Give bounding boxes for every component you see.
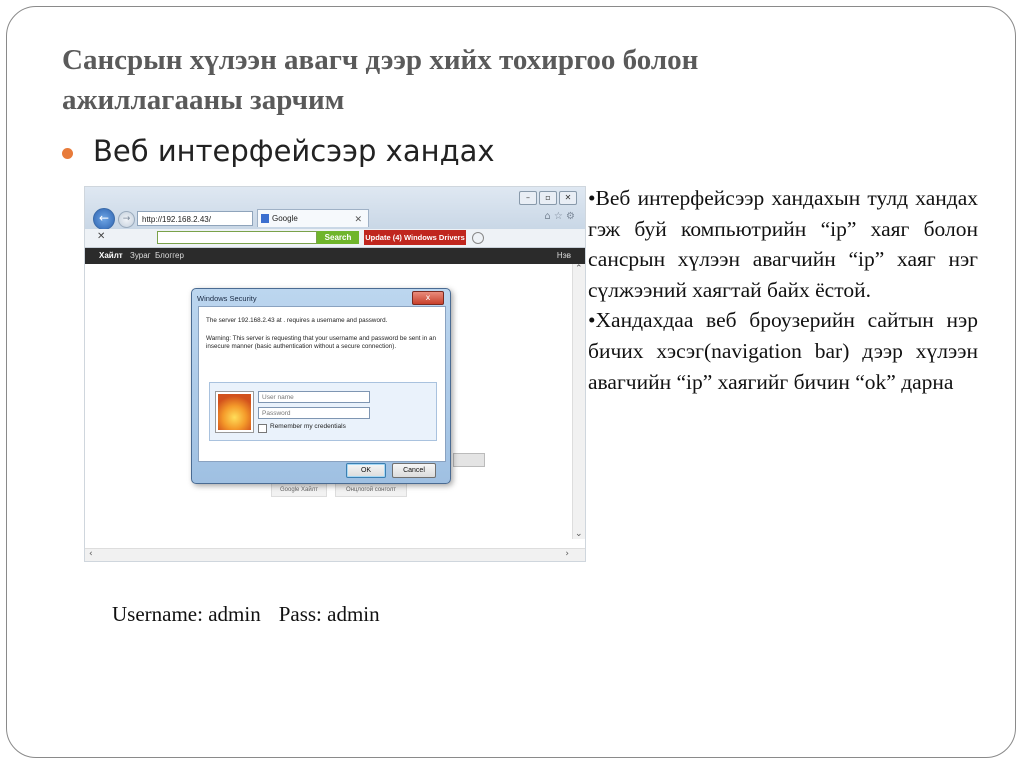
close-icon[interactable]: ✕: [559, 191, 577, 205]
windows-security-dialog: [191, 288, 451, 484]
scroll-left-icon[interactable]: ‹: [89, 549, 93, 559]
dialog-close-icon[interactable]: x: [412, 291, 444, 305]
credentials-box: [209, 382, 437, 441]
tab-close-icon[interactable]: ✕: [354, 214, 362, 224]
credentials-line: [112, 602, 398, 627]
scroll-right-icon[interactable]: ›: [565, 549, 569, 559]
star-icon[interactable]: ☆: [553, 211, 563, 222]
address-bar[interactable]: http://192.168.2.43/: [137, 211, 253, 226]
description-text: [588, 183, 978, 397]
toolbar-option-icon[interactable]: [472, 232, 484, 244]
nav-link-right[interactable]: Нэв: [556, 251, 571, 260]
description-paragraph-1: •Веб интерфейсээр хандахын тулд хандах гэж буй компьютрийн “ip” хаяг болон сансрын хүлээн авагчийн “ip” хаяг нэг сүлжээний хаягтай байх ёстой.: [588, 186, 978, 302]
gear-icon[interactable]: ⚙: [566, 211, 575, 222]
forward-button-icon[interactable]: →: [118, 211, 135, 228]
remember-label: Remember my credentials: [270, 423, 346, 430]
bullet-text: Веб интерфейсээр хандах: [93, 134, 495, 168]
scroll-up-icon[interactable]: ⌃: [575, 264, 583, 274]
toolbar-close-icon[interactable]: ✕: [97, 231, 106, 242]
minimize-icon[interactable]: –: [519, 191, 537, 205]
toolbar-search-button[interactable]: Search: [317, 231, 359, 244]
browser-screenshot: [84, 186, 586, 562]
horizontal-scrollbar[interactable]: [85, 548, 585, 561]
browser-titlebar: [85, 187, 585, 229]
back-button-icon[interactable]: ←: [93, 208, 115, 230]
description-paragraph-2: •Хандахдаа веб броузерийн сайтын нэр бичих хэсэг(navigation bar) дээр хүлээн авагчийн “ip” хаягийг бичин “ok” дарна: [588, 308, 978, 394]
keyboard-icon[interactable]: [453, 453, 485, 467]
username-field[interactable]: User name: [258, 391, 370, 403]
bullet-dot-icon: [62, 148, 73, 159]
tab-google[interactable]: [257, 209, 369, 227]
main-bullet: [62, 134, 495, 168]
user-avatar-icon: [216, 392, 253, 432]
google-tab-icon: [261, 214, 269, 223]
window-controls: [519, 191, 577, 205]
google-nav-bar: [85, 248, 585, 264]
cancel-button[interactable]: Cancel: [392, 463, 436, 478]
tab-label: Google: [272, 214, 298, 223]
dialog-server-text: The server 192.168.2.43 at . requires a username and password.: [206, 317, 388, 324]
password-field[interactable]: Password: [258, 407, 370, 419]
scroll-down-icon[interactable]: ⌄: [575, 529, 583, 539]
search-toolbar: [85, 229, 585, 248]
username-text: Username: admin: [112, 602, 261, 626]
toolbar-icons: [544, 211, 575, 222]
update-drivers-button[interactable]: Update (4) Windows Drivers: [364, 230, 466, 245]
nav-link-search[interactable]: Хайлт: [99, 251, 123, 260]
google-search-button[interactable]: Google Хайлт: [271, 483, 327, 497]
vertical-scrollbar[interactable]: [572, 264, 585, 539]
remember-checkbox[interactable]: [258, 424, 267, 433]
toolbar-search-input[interactable]: [157, 231, 317, 244]
ok-button[interactable]: OK: [346, 463, 386, 478]
dialog-title: Windows Security: [197, 294, 257, 303]
maximize-icon[interactable]: ▫: [539, 191, 557, 205]
password-text: Pass: admin: [278, 602, 380, 626]
feeling-lucky-button[interactable]: Онцлогой сонголт: [335, 483, 407, 497]
nav-link-blogger[interactable]: Блоггер: [155, 251, 184, 260]
nav-link-images[interactable]: Зураг: [130, 251, 151, 260]
slide-title: Сансрын хүлээн авагч дээр хийх тохиргоо болон ажиллагааны зарчим: [62, 44, 699, 116]
home-icon[interactable]: ⌂: [544, 211, 551, 222]
dialog-body: [198, 306, 446, 462]
dialog-warning-text: Warning: This server is requesting that your username and password be sent in an insecure manner (basic authentication without a secure connection).: [206, 335, 436, 350]
